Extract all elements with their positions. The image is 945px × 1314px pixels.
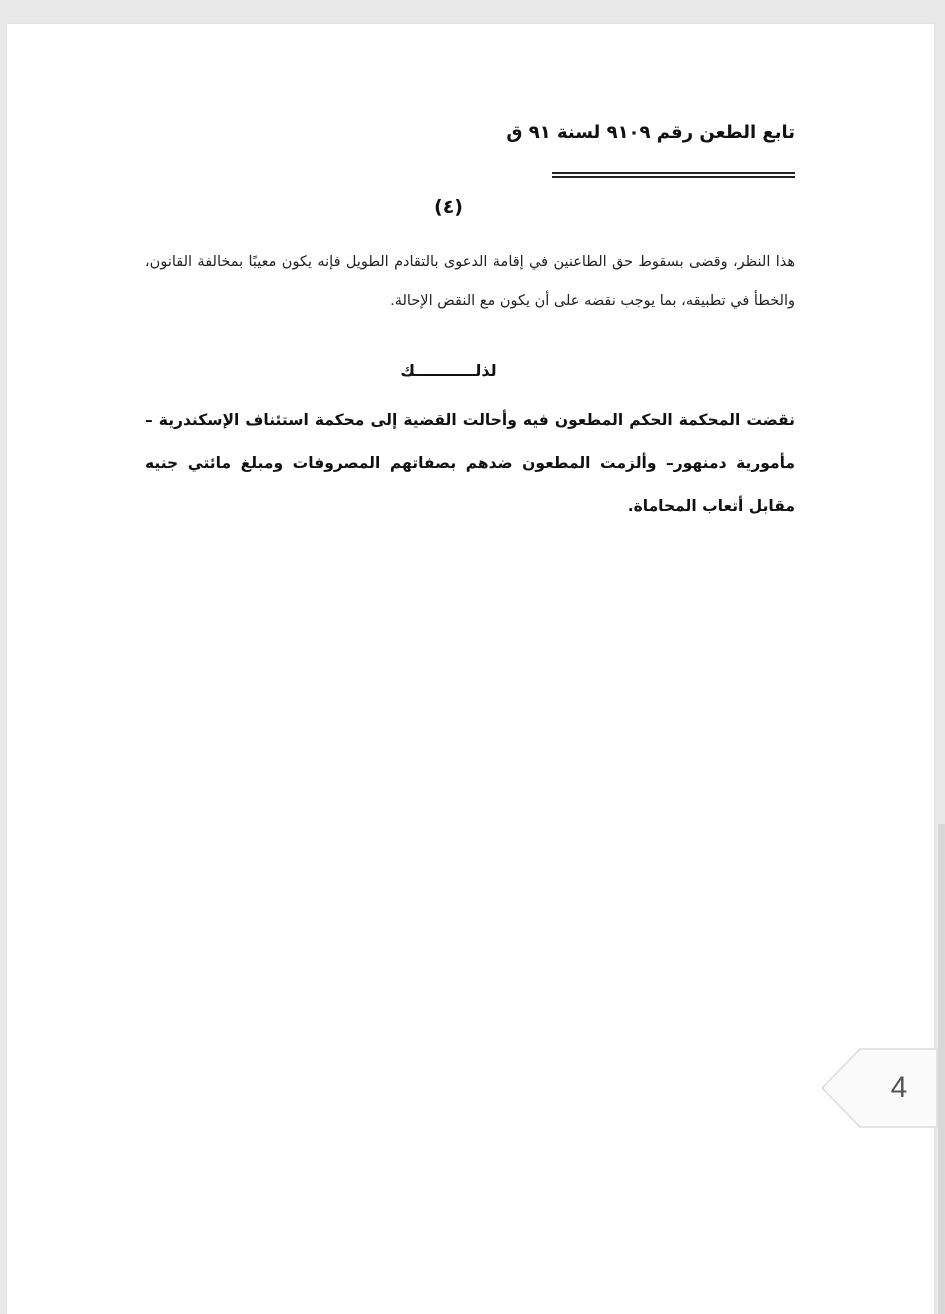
body-paragraph: هذا النظر، وقضى بسقوط حق الطاعنين في إقامة الدعوى بالتقادم الطويل فإنه يكون معيبًا بمخالفة القانون، والخطأ في تطبيقه، بما يوجب نقضه على أن يكون مع النقض الإحالة. <box>145 254 795 309</box>
page-badge-number: 4 <box>890 1071 908 1104</box>
page-marker: (٤) <box>434 196 463 218</box>
document-page <box>7 24 934 1314</box>
header-title: تابع الطعن رقم ٩١٠٩ لسنة ٩١ ق <box>506 122 795 143</box>
conclusion-heading: لذلـــــــــــك <box>400 361 497 380</box>
scrollbar-track[interactable] <box>938 824 945 1314</box>
ruling-paragraph: نقضت المحكمة الحكم المطعون فيه وأحالت القضية إلى محكمة استئناف الإسكندرية – مأمورية دمنهور– وألزمت المطعون ضدهم بصفاتهم المصروفات ومبلغ مائتي جنيه مقابل أتعاب المحاماة. <box>145 411 795 515</box>
page-number-badge[interactable] <box>820 1048 938 1128</box>
header-double-rule <box>552 172 795 178</box>
